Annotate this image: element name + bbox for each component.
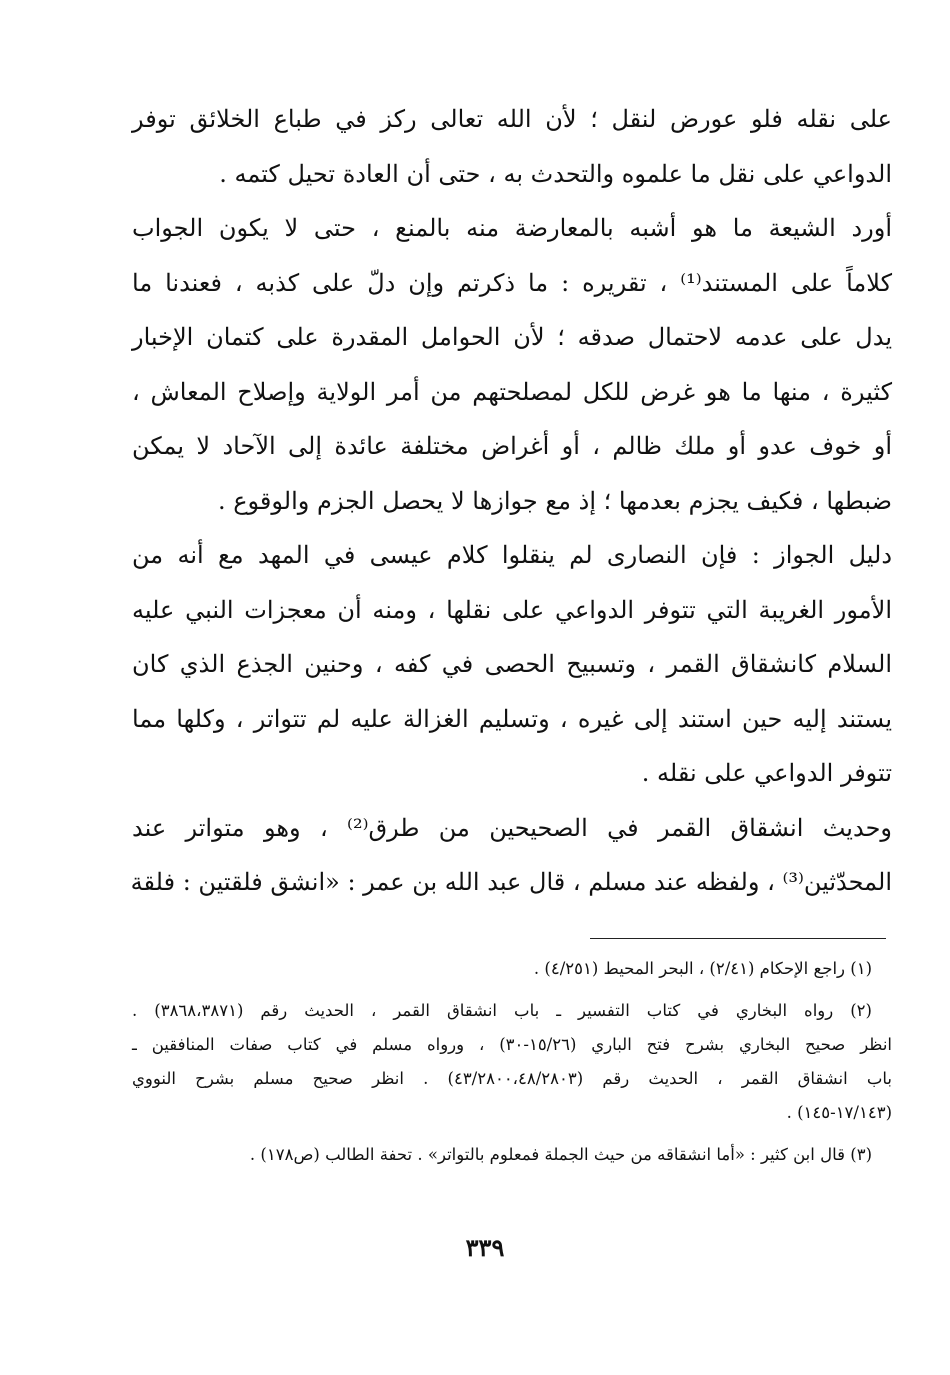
text-line: يستند إليه حين استند إلى غيره ، وتسليم الغزالة عليه لم تتواتر ، وكلها مما (132, 704, 892, 733)
footnote-2-line: (١٧/١٤٣-١٤٥) . (786, 1103, 892, 1122)
text-line: الأمور الغريبة التي تتوفر الدواعي على نقلها ، ومنه أن معجزات النبي عليه (132, 595, 892, 624)
text-line: وحديث انشقاق القمر في الصحيحين من طرق⁽²⁾ ، وهو متواتر عند (132, 813, 892, 842)
text-line: الدواعي على نقل ما علموه والتحدث به ، حتى أن العادة تحيل كتمه . (219, 159, 892, 188)
text-line: يدل على عدمه لاحتمال صدقه ؛ لأن الحوامل المقدرة على كتمان الإخبار (132, 323, 892, 351)
text-line: كثيرة ، منها ما هو غرض للكل لمصلحتهم من أمر الولاية وإصلاح المعاش ، (132, 377, 892, 406)
text-line: أو خوف عدو أو ملك ظالم ، أو أغراض مختلفة عائدة إلى الآحاد لا يمكن (132, 432, 892, 460)
footnote-2-line: انظر صحيح البخاري بشرح فتح الباري (١٥/٢٦-٣٠) ، ورواه مسلم في كتاب صفات المنافقين ـ (132, 1035, 893, 1054)
footnote-2-line: (٢) رواه البخاري في كتاب التفسير ـ باب انشقاق القمر ، الحديث رقم (٣٨٦٨،٣٨٧١) . (132, 1001, 872, 1020)
body-text (132, 92, 892, 910)
footnote-2-line: باب انشقاق القمر ، الحديث رقم (٤٣/٢٨٠٠،٤٨/٢٨٠٣) . انظر صحيح مسلم بشرح النووي (132, 1069, 892, 1088)
footnote-separator (590, 938, 886, 939)
text-line: المحدّثين⁽³⁾ ، ولفظه عند مسلم ، قال عبد الله بن عمر : «انشق فلقتين : فلقة (130, 868, 892, 896)
text-line: السلام كانشقاق القمر ، وتسبيح الحصى في كفه ، وحنين الجذع الذي كان (132, 650, 892, 678)
footnote-3: (٣) قال ابن كثير : «أما انشقاقه من حيث الجملة فمعلوم بالتواتر» . تحفة الطالب (ص١٧٨) . (249, 1145, 872, 1164)
footnotes (132, 952, 892, 1172)
text-line: تتوفر الدواعي على نقله . (641, 759, 892, 787)
page-number: ٣٣٩ (465, 1233, 505, 1262)
text-line: ضبطها ، فكيف يجزم بعدمها ؛ إذ مع جوازها لا يحصل الجزم والوقوع . (217, 486, 892, 515)
text-line: على نقله فلو عورض لنقل ؛ لأن الله تعالى ركز في طباع الخلائق توفر (132, 105, 892, 133)
footnote-1: (١) راجع الإحكام (٢/٤١) ، البحر المحيط (٤/٢٥١) . (533, 959, 872, 978)
text-line: دليل الجواز : فإن النصارى لم ينقلوا كلام عيسى في المهد مع أنه من (132, 541, 893, 569)
text-line: كلاماً على المستند⁽¹⁾ ، تقريره : ما ذكرتم وإن دلّ على كذبه ، فعندنا ما (132, 268, 892, 297)
text-line: أورد الشيعة ما هو أشبه بالمعارضة منه بالمنع ، حتى لا يكون الجواب (132, 214, 892, 242)
